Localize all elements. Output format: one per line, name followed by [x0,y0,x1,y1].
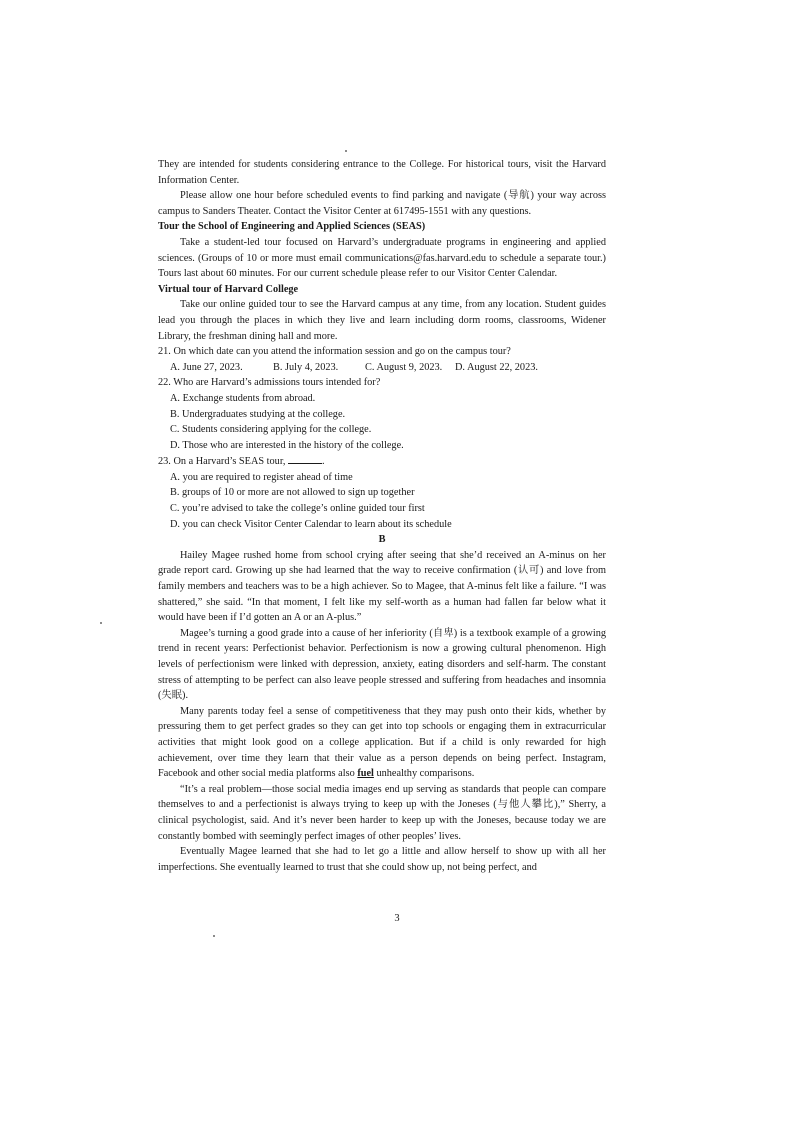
passage-a-paragraph: Take a student-led tour focused on Harvard’s undergraduate programs in engineering and applied sciences. (Groups of 10 or more must email communications@fas.harvard.edu to schedule a separate tour.) Tours last about 60 minutes. For our current schedule please refer to our Visitor Center Calendar. [158,236,606,280]
scan-speck [345,150,347,152]
underlined-word: fuel [357,768,374,780]
question-stem-line: 23. On a Harvard’s SEAS tour, . [158,453,606,470]
question-stem: 22. Who are Harvard’s admissions tours intended for? [158,377,381,389]
option-b: B. groups of 10 or more are not allowed to sign up together [170,487,415,499]
scan-speck [100,622,102,624]
option-c: C. you’re advised to take the college’s online guided tour first [170,503,425,515]
option-c: C. August 9, 2023. [365,361,443,373]
option-d: D. you can check Visitor Center Calendar to learn about its schedule [170,518,452,530]
option-a: A. you are required to register ahead of time [170,471,353,483]
section-heading-virtual-tour: Virtual tour of Harvard College [158,283,299,295]
option-b: B. Undergraduates studying at the college. [170,408,346,420]
passage-b-paragraph: Hailey Magee rushed home from school crying after seeing that she’d received an A-minus on her grade report card. Growing up she had learned that the way to receive confirmation (认可) and love from family members and teachers was to be a high achiever. So to Magee, that A-minus felt like a failure. “I was shattered,” she said. “In that moment, I felt like my self-worth as a human had fallen far below what it would have been if I’d gotten an A or an A-plus.” [158,549,606,624]
question-stem: 21. On which date can you attend the information session and go on the campus tour? [158,346,511,358]
paragraph-text: unhealthy comparisons. [376,768,475,780]
option-c: C. Students considering applying for the college. [170,424,372,436]
option-b: B. July 4, 2023. [273,361,339,373]
scan-speck [213,935,215,937]
question-options-row [158,360,606,376]
passage-b-paragraph: Magee’s turning a good grade into a cause of her inferiority (自卑) is a textbook example of a growing trend in recent years: Perfectionist behavior. Perfectionism is now a growing cultural phenomenon. High levels of perfectionism were linked with depression, anxiety, eating disorders and self-harm. The constant stress of attempting to be perfect can also leave people stressed and suffering from headaches and insomnia (失眠). [158,627,606,702]
passage-a-paragraph: Please allow one hour before scheduled events to find parking and navigate (导航) your way across campus to Sanders Theater. Contact the Visitor Center at 617495-1551 with any questions. [158,190,606,217]
page-number: 3 [394,913,400,924]
section-label-b: B [378,534,386,546]
option-d: D. Those who are interested in the history of the college. [170,439,404,451]
passage-b-paragraph [158,704,606,782]
answer-blank [288,453,322,464]
option-d: D. August 22, 2023. [455,361,538,373]
question-23 [158,453,606,532]
passage-a-paragraph: Take our online guided tour to see the Harvard campus at any time, from any location. Student guides lead you through the places in which they live and learn including dorm rooms, classrooms, Widener Library, the freshman dining hall and more. [158,299,606,342]
passage-a-paragraph: They are intended for students considering entrance to the College. For historical tours, visit the Harvard Information Center. [158,159,606,186]
passage-b-paragraph: Eventually Magee learned that she had to let go a little and allow herself to show up with all her imperfections. She eventually learned to trust that she could show up, not being perfect, and [158,846,606,873]
question-stem: 23. On a Harvard’s SEAS tour, [158,456,286,468]
passage-b-paragraph: “It’s a real problem—those social media images end up serving as standards that people can compare themselves to and a perfectionist is always trying to keep up with the Joneses (与他人攀比),” Sherry, a clinical psychologist, said. And it’s never been harder to keep up with the Joneses, because today we are constantly bombed with seemingly perfect images of other peoples’ lives. [158,783,606,842]
paragraph-text: Many parents today feel a sense of competitiveness that they may push onto their kids, whether by pressuring them to get perfect grades so they can get into top schools or engaging them in extracurricular activities that might look good on a college application. But if a child is only rewarded for high achievement, over time they learn that their value as a person depends on being perfect. Instagram, Facebook and other social media platforms also [158,705,606,780]
question-21 [158,344,606,375]
question-22 [158,375,606,453]
option-a: A. Exchange students from abroad. [170,392,316,404]
page-content [158,157,606,875]
option-a: A. June 27, 2023. [170,361,243,373]
section-heading-seas: Tour the School of Engineering and Applied Sciences (SEAS) [158,221,426,233]
